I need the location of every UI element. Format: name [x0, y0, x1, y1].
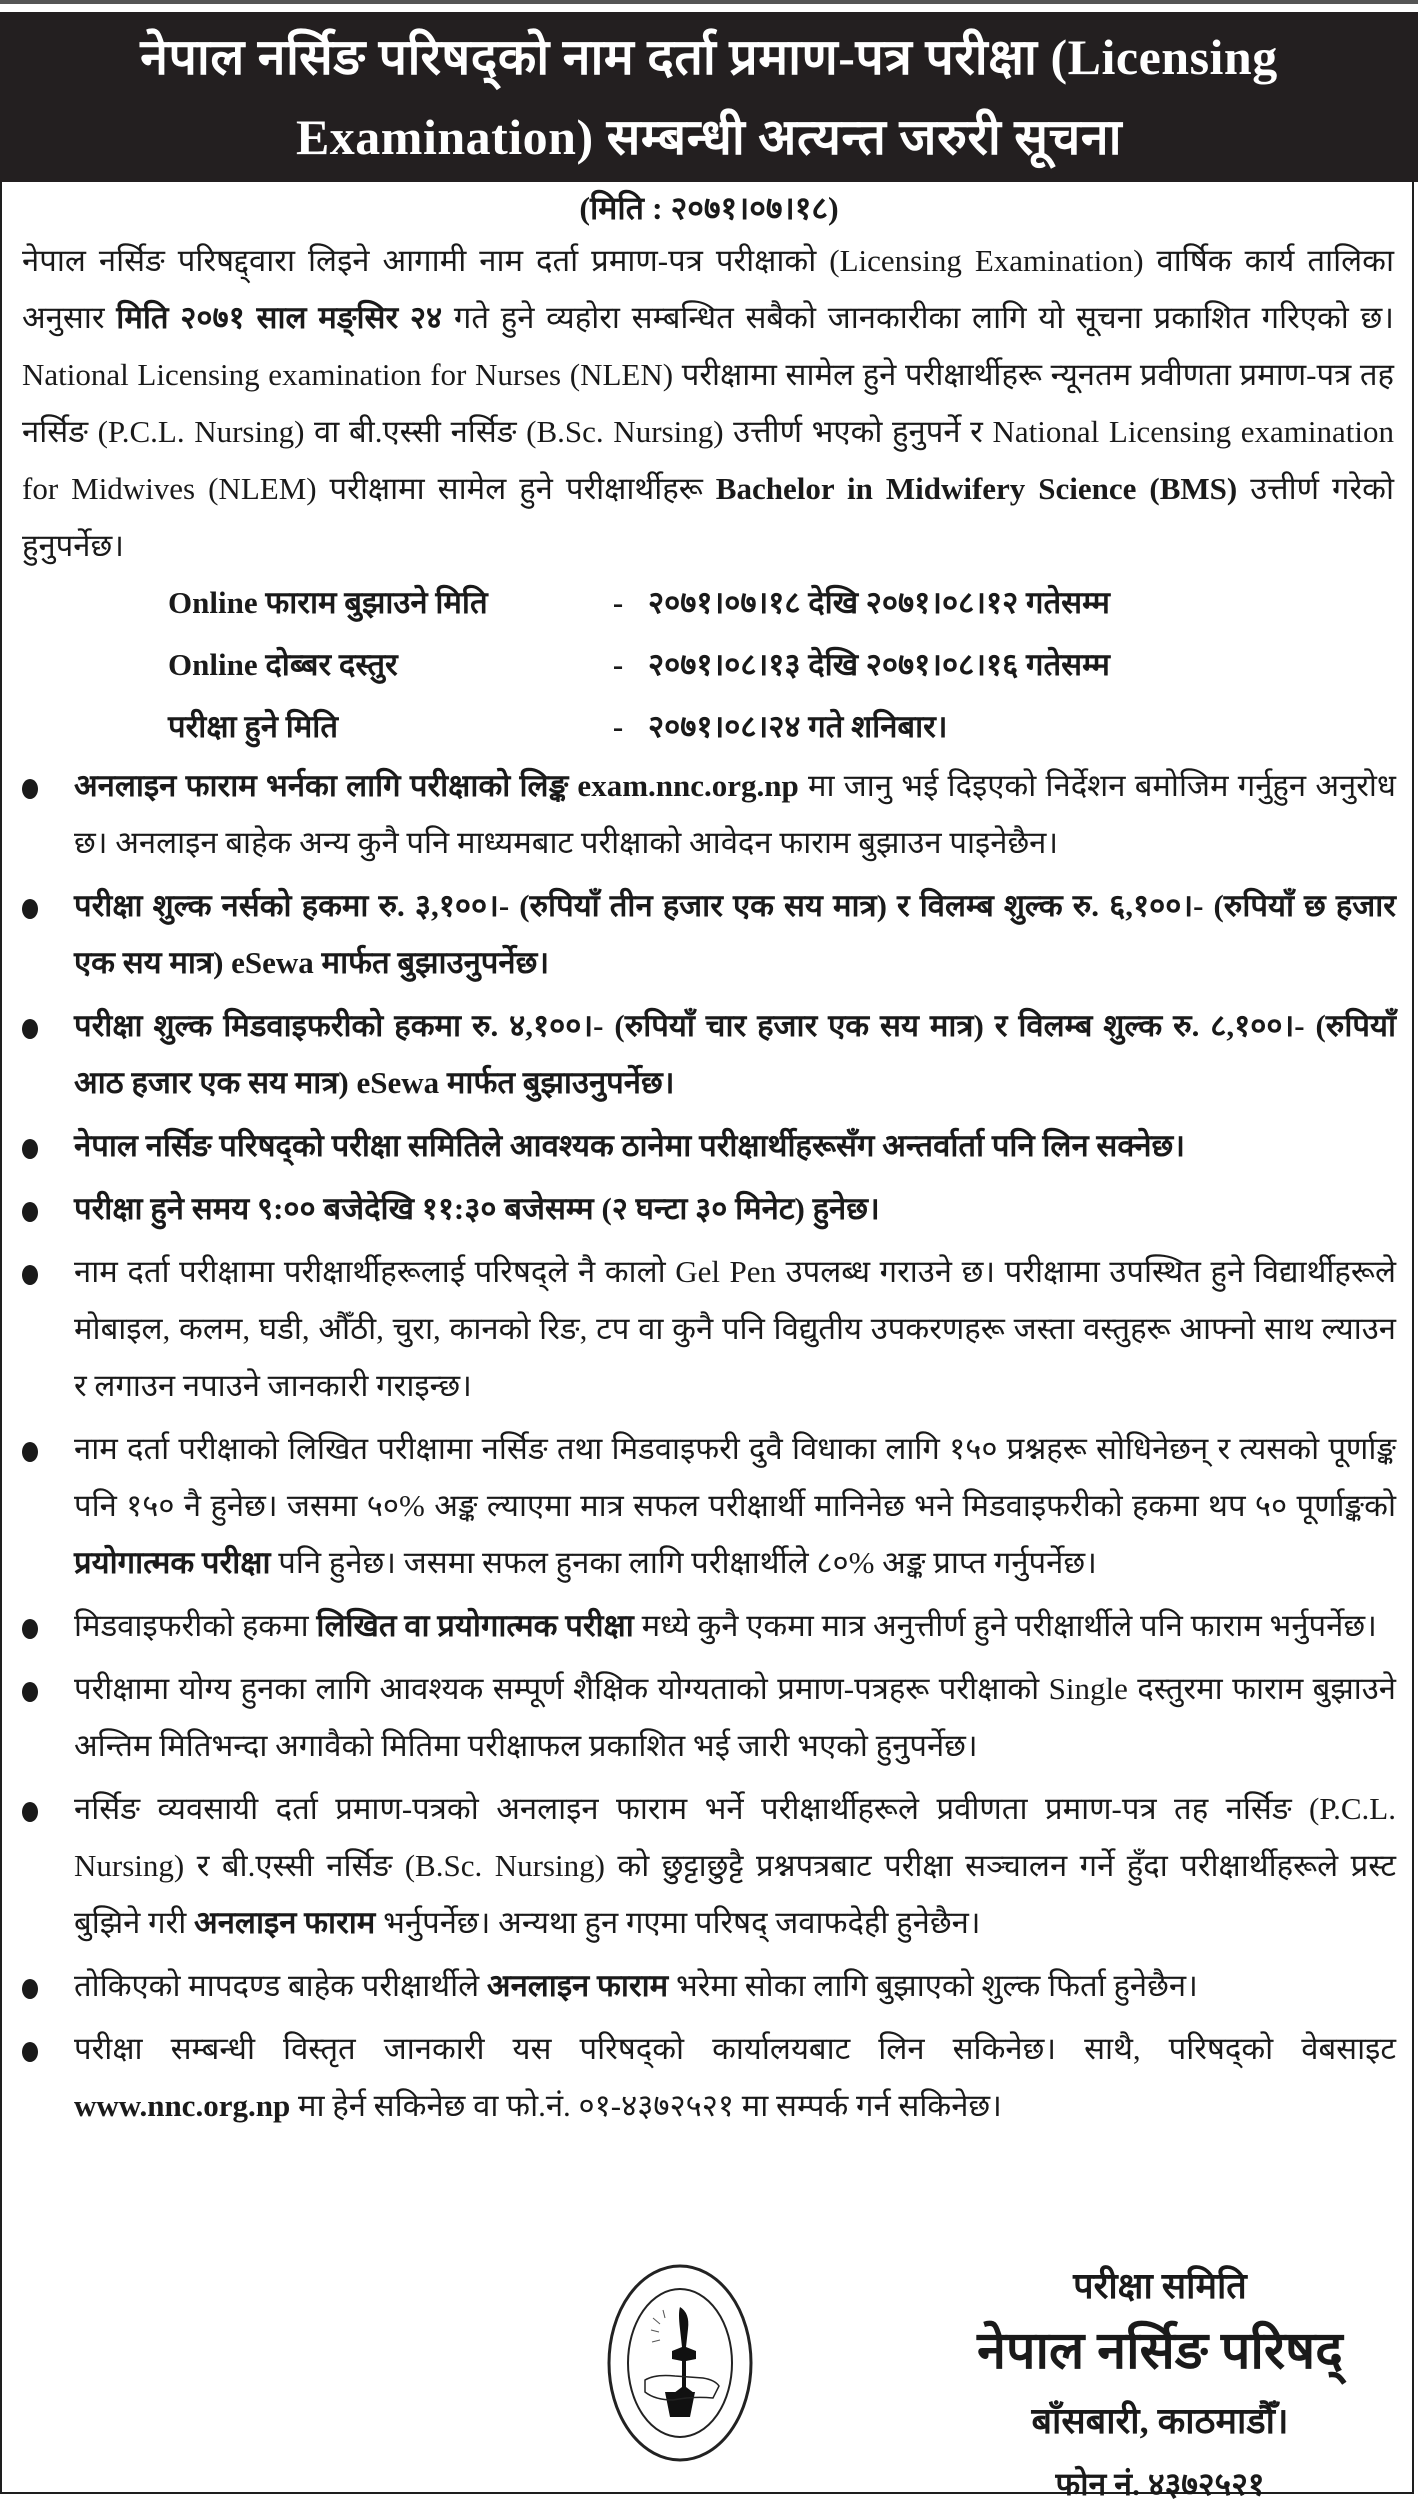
schedule-label: परीक्षा हुने मिति [168, 709, 339, 744]
signature-phone: फोन नं. ४३७२५२१ [1055, 2466, 1265, 2502]
top-rule [0, 0, 1418, 4]
notice-date: (मिति : २०७१।०७।१८) [579, 190, 839, 226]
list-item-text: तोकिएको मापदण्ड बाहेक परीक्षार्थीले [74, 1968, 487, 2003]
schedule-dash: - [612, 709, 624, 744]
list-item-text: मिडवाइफरीको हकमा [74, 1608, 317, 1643]
list-item [0, 1660, 1418, 1774]
bullet-icon [22, 1619, 38, 1639]
list-item-bold: प्रयोगात्मक परीक्षा [74, 1545, 271, 1580]
list-item-bold: अनलाइन फाराम [486, 1968, 669, 2003]
bullet-icon [22, 1265, 38, 1285]
list-item [0, 1180, 1418, 1237]
schedule-value: २०७१।०७।१८ देखि २०७१।०८।१२ गतेसम्म [648, 585, 1110, 620]
bullet-icon [22, 1442, 38, 1462]
schedule-row [168, 572, 1268, 634]
list-item-bold: लिखित वा प्रयोगात्मक परीक्षा [316, 1608, 634, 1643]
header-title-line-2: Examination) सम्बन्धी अत्यन्त जरुरी सूचना [295, 109, 1123, 165]
schedule-dash: - [612, 585, 624, 620]
list-item-bold: अनलाइन फाराम [194, 1905, 376, 1940]
bullet-icon [22, 1202, 38, 1222]
list-item-text: मध्ये कुनै एकमा मात्र अनुत्तीर्ण हुने परीक्षार्थीले पनि फाराम भर्नुपर्नेछ। [633, 1608, 1377, 1643]
list-item [0, 877, 1418, 991]
online-form-link-text: अनलाइन फाराम भर्नका लागि परीक्षाको लिङ्क exam.nnc.org.np [74, 768, 799, 803]
list-item [0, 2020, 1418, 2134]
intro-paragraph [22, 232, 1394, 574]
intro-text-1: नेपाल नर्सिङ परिषद्द्वारा लिइने आगामी नाम दर्ता प्रमाण-पत्र परीक्षाको (Licensing Examination) वार्षिक कार्य तालिका अनुसार [22, 243, 1394, 335]
list-item-text: परीक्षा सम्बन्धी विस्तृत जानकारी यस परिषद्को कार्यालयबाट लिन सकिनेछ। साथै, परिषद्को वेबसाइट [74, 2031, 1396, 2066]
nursing-council-seal-icon [605, 2262, 755, 2464]
bullet-icon [22, 1139, 38, 1159]
schedule-row [168, 634, 1268, 696]
list-item [0, 1117, 1418, 1174]
list-item [0, 1420, 1418, 1591]
bullet-icon [22, 1682, 38, 1702]
list-item [0, 757, 1418, 871]
list-item-text: परीक्षामा योग्य हुनका लागि आवश्यक सम्पूर्ण शैक्षिक योग्यताको प्रमाण-पत्रहरू परीक्षाको Single दस्तुरमा फाराम बुझाउने अन्तिम मितिभन्दा अगावैको मितिमा परीक्षाफल प्रकाशित भई जारी भएको हुनुपर्नेछ। [74, 1671, 1396, 1763]
bullet-icon [22, 899, 38, 919]
schedule-row [168, 696, 1268, 758]
header-title-line-1: नेपाल नर्सिङ परिषद्को नाम दर्ता प्रमाण-पत्र परीक्षा (Licensing [140, 29, 1278, 85]
instructions-list [0, 757, 1418, 2140]
schedule-label: Online दोब्बर दस्तुर [168, 647, 398, 682]
list-item [0, 1780, 1418, 1951]
bullet-icon [22, 1019, 38, 1039]
signature-block [930, 2256, 1390, 2514]
schedule-table [168, 572, 1268, 758]
bullet-icon [22, 2042, 38, 2062]
signature-organization: नेपाल नर्सिङ परिषद् [977, 2323, 1343, 2380]
intro-text-3: उत्तीर्ण गरेको हुनुपर्नेछ। [22, 471, 1394, 563]
intro-exam-date: मिति २०७१ साल मङ्सिर २४ [116, 300, 443, 335]
signature-address: बाँसबारी, काठमाडौँ। [1031, 2401, 1289, 2441]
intro-bms-degree: Bachelor in Midwifery Science (BMS) [715, 471, 1238, 506]
list-item-text: मा हेर्न सकिनेछ वा फो.नं. ०१-४३७२५२१ मा सम्पर्क गर्न सकिनेछ। [290, 2088, 1002, 2123]
list-item-text: पनि हुनेछ। जसमा सफल हुनका लागि परीक्षार्थीले ८०% अङ्क प्राप्त गर्नुपर्नेछ। [270, 1545, 1097, 1580]
bullet-icon [22, 1979, 38, 1999]
list-item [0, 1597, 1418, 1654]
schedule-value: २०७१।०८।१३ देखि २०७१।०८।१६ गतेसम्म [648, 647, 1110, 682]
list-item-text: नर्सिङ व्यवसायी दर्ता प्रमाण-पत्रको अनलाइन फाराम भर्ने परीक्षार्थीहरूले प्रवीणता प्रमाण-पत्र तह नर्सिङ (P.C.L. Nursing) र बी.एस्सी नर्सिङ (B.Sc. Nursing) को छुट्टाछुट्टै प्रश्नपत्रबाट परीक्षा सञ्चालन गर्ने हुँदा परीक्षार्थीहरूले प्रस्ट बुझिने गरी [74, 1791, 1396, 1940]
schedule-value: २०७१।०८।२४ गते शनिबार। [648, 709, 948, 744]
notice-header [0, 12, 1418, 182]
list-item [0, 1243, 1418, 1414]
signature-committee: परीक्षा समिति [1073, 2266, 1247, 2306]
list-item-text: नाम दर्ता परीक्षामा परीक्षार्थीहरूलाई परिषद्ले नै कालो Gel Pen उपलब्ध गराउने छ। परीक्षामा उपस्थित हुने विद्यार्थीहरूले मोबाइल, कलम, घडी, औँठी, चुरा, कानको रिङ, टप वा कुनै पनि विद्युतीय उपकरणहरू जस्ता वस्तुहरू आफ्नो साथ ल्याउन र लगाउन नपाउने जानकारी गराइन्छ। [74, 1254, 1396, 1403]
list-item-text: परीक्षा शुल्क नर्सको हकमा रु. ३,१००।- (रुपियाँ तीन हजार एक सय मात्र) र विलम्ब शुल्क रु. ६,१००।- (रुपियाँ छ हजार एक सय मात्र) eSewa मार्फत बुझाउनुपर्नेछ। [74, 888, 1396, 980]
bullet-icon [22, 1802, 38, 1822]
schedule-label: Online फाराम बुझाउने मिति [168, 585, 488, 620]
list-item-text: परीक्षा हुने समय ९:०० बजेदेखि ११:३० बजेसम्म (२ घन्टा ३० मिनेट) हुनेछ। [74, 1191, 880, 1226]
list-item-text: नाम दर्ता परीक्षाको लिखित परीक्षामा नर्सिङ तथा मिडवाइफरी दुवै विधाका लागि १५० प्रश्नहरू सोधिनेछन् र त्यसको पूर्णाङ्क पनि १५० नै हुनेछ। जसमा ५०% अङ्क ल्याएमा मात्र सफल परीक्षार्थी मानिनेछ भने मिडवाइफरीको हकमा थप ५० पूर्णाङ्कको [74, 1431, 1396, 1523]
list-item [0, 1957, 1418, 2014]
website-link[interactable]: www.nnc.org.np [74, 2088, 291, 2123]
intro-text-2: गते हुने व्यहोरा सम्बन्धित सबैको जानकारीका लागि यो सूचना प्रकाशित गरिएको छ। National Licensing examination for Nurses (NLEN) परीक्षामा सामेल हुने परीक्षार्थीहरू न्यूनतम प्रवीणता प्रमाण-पत्र तह नर्सिङ (P.C.L. Nursing) वा बी.एस्सी नर्सिङ (B.Sc. Nursing) उत्तीर्ण भएको हुनुपर्ने र National Licensing examination for Midwives (NLEM) परीक्षामा सामेल हुने परीक्षार्थीहरू [22, 300, 1395, 506]
list-item-text: भरेमा सोका लागि बुझाएको शुल्क फिर्ता हुनेछैन। [668, 1968, 1198, 2003]
list-item-text: भर्नुपर्नेछ। अन्यथा हुन गएमा परिषद् जवाफदेही हुनेछैन। [375, 1905, 981, 1940]
list-item-text: मा जानु भई दिइएको निर्देशन बमोजिम गर्नुहुन अनुरोध छ। अनलाइन बाहेक अन्य कुनै पनि माध्यमबाट परीक्षाको आवेदन फाराम बुझाउन पाइनेछैन। [74, 768, 1396, 860]
schedule-dash: - [612, 647, 624, 682]
list-item [0, 997, 1418, 1111]
bullet-icon [22, 779, 38, 799]
list-item-text: नेपाल नर्सिङ परिषद्को परीक्षा समितिले आवश्यक ठानेमा परीक्षार्थीहरूसँग अन्तर्वार्ता पनि लिन सक्नेछ। [74, 1128, 1186, 1163]
list-item-text: परीक्षा शुल्क मिडवाइफरीको हकमा रु. ४,१००।- (रुपियाँ चार हजार एक सय मात्र) र विलम्ब शुल्क रु. ८,१००।- (रुपियाँ आठ हजार एक सय मात्र) eSewa मार्फत बुझाउनुपर्नेछ। [74, 1008, 1396, 1100]
